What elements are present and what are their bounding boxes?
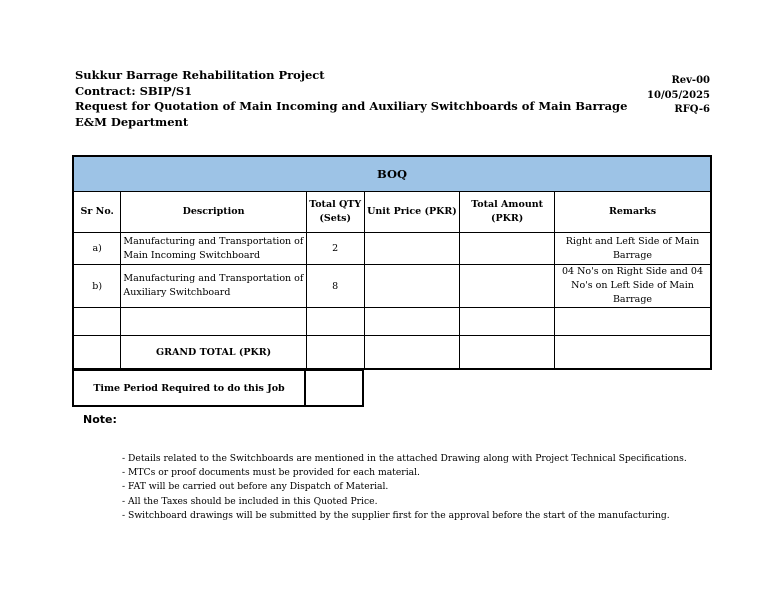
cell-total-amount[interactable] <box>460 233 555 265</box>
cell-remarks: Right and Left Side of Main Barrage <box>555 233 711 265</box>
contract-number: Contract: SBIP/S1 <box>75 83 193 98</box>
grand-total-remarks-cell[interactable] <box>555 336 711 370</box>
rfq-number: RFQ-6 <box>674 104 710 115</box>
project-title: Sukkur Barrage Rehabilitation Project <box>75 68 325 82</box>
boq-title: BOQ <box>73 156 711 192</box>
cell-description: Manufacturing and Transportation of Main Incoming Switchboard <box>121 233 306 265</box>
cell-qty: 8 <box>306 265 364 308</box>
cell-remarks: 04 No's on Right Side and 04 No's on Left Side of Main Barrage <box>555 265 711 308</box>
table-row <box>73 233 711 265</box>
department: E&M Department <box>75 115 189 130</box>
empty-cell <box>555 308 711 336</box>
empty-cell <box>364 308 460 336</box>
cell-qty: 2 <box>306 233 364 265</box>
grand-total-row <box>73 336 711 370</box>
empty-cell <box>306 308 364 336</box>
note-item: - FAT will be carried out before any Dispatch of Material. <box>122 481 389 493</box>
col-header-total-amount: Total Amount (PKR) <box>460 192 555 233</box>
boq-title-row <box>73 156 711 192</box>
revision: Rev-00 <box>671 75 710 86</box>
empty-cell <box>460 308 555 336</box>
empty-row <box>73 308 711 336</box>
col-header-unit-price: Unit Price (PKR) <box>364 192 460 233</box>
cell-total-amount[interactable] <box>460 265 555 308</box>
cell-sr: a) <box>73 233 121 265</box>
grand-total-label: GRAND TOTAL (PKR) <box>121 336 306 370</box>
grand-total-qty-cell[interactable] <box>306 336 364 370</box>
notes-list <box>122 452 687 523</box>
boq-table <box>72 155 712 370</box>
table-header-row <box>73 192 711 233</box>
rfq-subject: Request for Quotation of Main Incoming and Auxiliary Switchboards of Main Barrage <box>75 99 628 114</box>
cell-description: Manufacturing and Transportation of Auxiliary Switchboard <box>121 265 306 308</box>
note-label: Note: <box>83 413 117 426</box>
col-header-description: Description <box>121 192 306 233</box>
note-item: - All the Taxes should be included in this Quoted Price. <box>122 495 378 507</box>
table-row <box>73 265 711 308</box>
cell-sr: b) <box>73 265 121 308</box>
time-period-value[interactable] <box>305 370 363 406</box>
note-item: - Details related to the Switchboards are mentioned in the attached Drawing along with Project Technical Specifications. <box>122 453 687 464</box>
note-item: - MTCs or proof documents must be provided for each material. <box>122 467 420 479</box>
time-period-label: Time Period Required to do this Job <box>73 370 305 406</box>
col-header-qty: Total QTY (Sets) <box>306 192 364 233</box>
document-header <box>75 68 627 131</box>
grand-total-unit-cell[interactable] <box>364 336 460 370</box>
empty-cell <box>73 336 121 370</box>
cell-unit-price[interactable] <box>364 265 460 308</box>
col-header-sr: Sr No. <box>73 192 121 233</box>
col-header-remarks: Remarks <box>555 192 711 233</box>
time-period-table <box>72 369 364 407</box>
empty-cell <box>73 308 121 336</box>
note-item: - Switchboard drawings will be submitted by the supplier first for the approval before the start of the manufacturing. <box>122 509 670 521</box>
document-meta <box>647 74 710 118</box>
grand-total-amount-cell[interactable] <box>460 336 555 370</box>
document-date: 10/05/2025 <box>647 89 710 101</box>
cell-unit-price[interactable] <box>364 233 460 265</box>
empty-cell <box>121 308 306 336</box>
